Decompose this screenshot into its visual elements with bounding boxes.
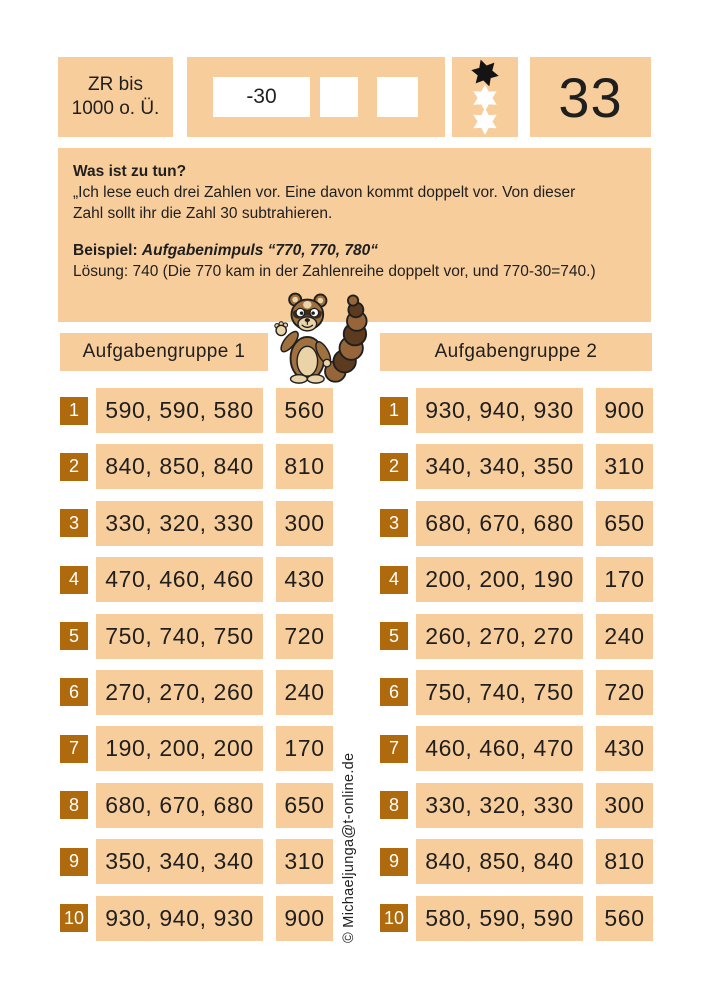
answer-cell: 650 — [276, 783, 333, 828]
task-row — [60, 444, 333, 489]
task-numbers-cell: 590, 590, 580 — [96, 388, 263, 433]
task-numbers-cell: 330, 320, 330 — [96, 501, 263, 546]
task-number-badge: 3 — [380, 509, 408, 537]
answer-cell: 720 — [276, 614, 333, 659]
task-number-badge: 3 — [60, 509, 88, 537]
task-row — [60, 501, 333, 546]
example-label: Beispiel: — [73, 242, 138, 259]
answer-cell: 900 — [276, 896, 333, 941]
task-number-badge: 8 — [380, 791, 408, 819]
answer-cell: 240 — [276, 670, 333, 715]
operation-box — [187, 57, 445, 137]
instructions-heading: Was ist zu tun? — [73, 163, 187, 180]
task-numbers-cell: 470, 460, 460 — [96, 557, 263, 602]
answer-cell: 170 — [596, 557, 653, 602]
task-number-badge: 7 — [60, 735, 88, 763]
task-numbers-cell: 930, 940, 930 — [96, 896, 263, 941]
task-number-badge: 6 — [380, 678, 408, 706]
answer-cell: 430 — [276, 557, 333, 602]
task-number-badge: 7 — [380, 735, 408, 763]
answer-cell: 300 — [596, 783, 653, 828]
task-row — [60, 839, 333, 884]
task-number-badge: 5 — [60, 622, 88, 650]
task-row — [60, 726, 333, 771]
task-number-badge: 4 — [60, 566, 88, 594]
blank-input-2[interactable] — [377, 77, 418, 117]
answer-cell: 720 — [596, 670, 653, 715]
answer-cell: 170 — [276, 726, 333, 771]
task-row — [380, 896, 653, 941]
task-row — [380, 614, 653, 659]
task-row — [380, 783, 653, 828]
task-row — [60, 896, 333, 941]
difficulty-box — [452, 57, 518, 137]
instructions-body-line2: Zahl sollt ihr die Zahl 30 subtrahieren. — [73, 205, 333, 222]
task-row — [380, 501, 653, 546]
group1-header — [60, 333, 268, 371]
task-number-badge: 6 — [60, 678, 88, 706]
task-row — [380, 388, 653, 433]
task-numbers-cell: 460, 460, 470 — [416, 726, 583, 771]
answer-cell: 810 — [596, 839, 653, 884]
blank-input-1[interactable] — [320, 77, 358, 117]
task-row — [60, 783, 333, 828]
task-number-badge: 10 — [60, 904, 88, 932]
copyright-text: © Michaeljunga@t-online.de — [341, 752, 357, 943]
task-numbers-cell: 580, 590, 590 — [416, 896, 583, 941]
group2-title: Aufgabengruppe 2 — [434, 341, 598, 362]
raccoon-mascot-illustration — [256, 283, 368, 389]
task-numbers-cell: 750, 740, 750 — [96, 614, 263, 659]
task-number-badge: 5 — [380, 622, 408, 650]
task-numbers-cell: 340, 340, 350 — [416, 444, 583, 489]
task-numbers-cell: 260, 270, 270 — [416, 614, 583, 659]
task-number-badge: 8 — [60, 791, 88, 819]
task-row — [380, 444, 653, 489]
task-number-badge: 1 — [60, 397, 88, 425]
task-number-badge: 2 — [380, 453, 408, 481]
sheet-number: 33 — [558, 65, 623, 129]
number-range-line1: ZR bis — [88, 74, 143, 95]
group1-rows — [60, 388, 333, 952]
sheet-number-box — [530, 57, 651, 137]
number-range-line2: 1000 o. Ü. — [71, 98, 160, 119]
answer-cell: 310 — [276, 839, 333, 884]
answer-cell: 310 — [596, 444, 653, 489]
task-numbers-cell: 840, 850, 840 — [416, 839, 583, 884]
task-numbers-cell: 840, 850, 840 — [96, 444, 263, 489]
group1-title: Aufgabengruppe 1 — [82, 341, 246, 362]
number-range-box — [58, 57, 173, 137]
task-number-badge: 1 — [380, 397, 408, 425]
task-row — [380, 726, 653, 771]
answer-cell: 430 — [596, 726, 653, 771]
task-row — [380, 670, 653, 715]
task-row — [60, 557, 333, 602]
answer-cell: 300 — [276, 501, 333, 546]
task-row — [380, 557, 653, 602]
task-numbers-cell: 270, 270, 260 — [96, 670, 263, 715]
group2-rows — [380, 388, 653, 952]
task-row — [60, 670, 333, 715]
task-numbers-cell: 680, 670, 680 — [416, 501, 583, 546]
answer-cell: 810 — [276, 444, 333, 489]
task-numbers-cell: 750, 740, 750 — [416, 670, 583, 715]
task-number-badge: 9 — [380, 848, 408, 876]
answer-cell: 900 — [596, 388, 653, 433]
task-row — [60, 388, 333, 433]
instructions-body-line1: „Ich lese euch drei Zahlen vor. Eine davon kommt doppelt vor. Von dieser — [73, 184, 576, 201]
task-row — [380, 839, 653, 884]
answer-cell: 240 — [596, 614, 653, 659]
task-row — [60, 614, 333, 659]
example-text: Aufgabenimpuls “770, 770, 780“ — [141, 242, 378, 259]
operation-input[interactable]: -30 — [213, 77, 310, 117]
group2-header — [380, 333, 652, 371]
task-numbers-cell: 930, 940, 930 — [416, 388, 583, 433]
task-numbers-cell: 330, 320, 330 — [416, 783, 583, 828]
task-number-badge: 4 — [380, 566, 408, 594]
task-numbers-cell: 200, 200, 190 — [416, 557, 583, 602]
task-numbers-cell: 680, 670, 680 — [96, 783, 263, 828]
task-number-badge: 10 — [380, 904, 408, 932]
task-number-badge: 2 — [60, 453, 88, 481]
answer-cell: 560 — [276, 388, 333, 433]
answer-cell: 650 — [596, 501, 653, 546]
example-line — [73, 240, 636, 261]
difficulty-stars-icon — [460, 57, 510, 137]
answer-cell: 560 — [596, 896, 653, 941]
solution-line: Lösung: 740 (Die 770 kam in der Zahlenreihe doppelt vor, und 770-30=740.) — [73, 263, 596, 280]
task-numbers-cell: 350, 340, 340 — [96, 839, 263, 884]
task-numbers-cell: 190, 200, 200 — [96, 726, 263, 771]
task-number-badge: 9 — [60, 848, 88, 876]
